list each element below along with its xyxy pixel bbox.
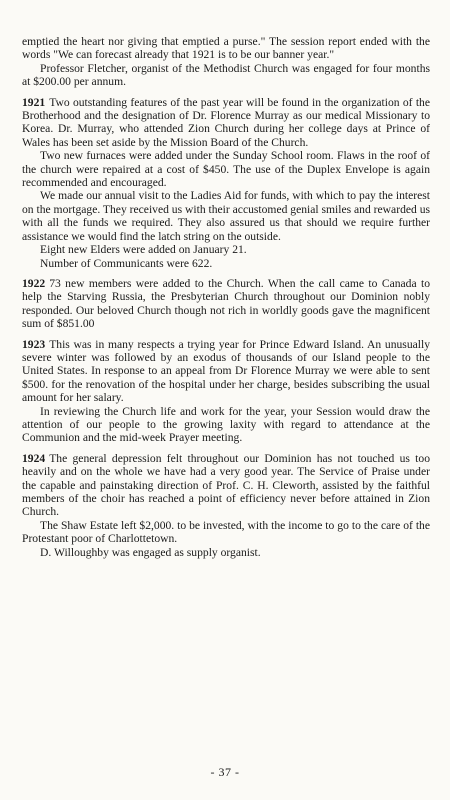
- year-heading: 1923: [22, 337, 46, 351]
- paragraph: [22, 405, 430, 445]
- paragraph-text: We made our annual visit to the Ladies Aid for funds, with which to pay the interest on the mortgage. They received us with their accustomed genial smiles and rewarded us with all the funds we required. They also assured us that should we require further assistance we would find the latch string on the outside.: [22, 189, 431, 243]
- paragraph: [22, 338, 430, 405]
- paragraph-text: Professor Fletcher, organist of the Methodist Church was engaged for four months at $200.00 per annum.: [22, 61, 430, 89]
- paragraph: [22, 257, 430, 270]
- paragraph: [22, 546, 430, 559]
- paragraph-gap: [22, 445, 430, 452]
- paragraph-text: Number of Communicants were 622.: [40, 256, 213, 270]
- paragraph-text: Eight new Elders were added on January 21.: [40, 243, 247, 257]
- paragraph-text: In reviewing the Church life and work for the year, your Session would draw the attention of our people to the growing laxity with regard to attendance at the Communion and the mid-week Prayer meeting.: [22, 404, 430, 445]
- paragraph: [22, 189, 430, 243]
- paragraph: [22, 452, 430, 519]
- page-number: - 37 -: [210, 765, 240, 779]
- paragraph: [22, 243, 430, 256]
- year-heading: 1922: [22, 276, 46, 290]
- year-heading: 1924: [22, 451, 46, 465]
- paragraph-gap: [22, 89, 430, 96]
- paragraph-gap: [22, 270, 430, 277]
- paragraph-text: The Shaw Estate left $2,000. to be invested, with the income to go to the care of the Protestant poor of Charlottetown.: [22, 518, 430, 546]
- paragraph: [22, 277, 430, 331]
- paragraph-text: The general depression felt throughout our Dominion has not touched us too heavily and on the whole we have had a very good year. The Service of Praise under the capable and painstaking direction of Prof. C. H. Cleworth, assisted by the faithful members of the choir has reached a point of efficiency never before attained in Zion Church.: [22, 451, 430, 519]
- paragraph: [22, 149, 430, 189]
- paragraph-gap: [22, 331, 430, 338]
- paragraph: [22, 35, 430, 62]
- paragraph-text: emptied the heart nor giving that emptied a purse." The session report ended with the words "We can forecast already that 1921 is to be our banner year.": [22, 35, 430, 62]
- year-heading: 1921: [22, 95, 46, 109]
- paragraph: [22, 62, 430, 89]
- paragraph: [22, 96, 430, 150]
- paragraph-text: D. Willoughby was engaged as supply organist.: [40, 545, 261, 559]
- document-body: [22, 35, 430, 559]
- paragraph-text: This was in many respects a trying year for Prince Edward Island. An unusually severe winter was followed by an exodus of thousands of our Island people to the United States. In response to an appeal from Dr Florence Murray we were able to sent $500. for the renovation of the hospital under her charge, besides subscribing the usual amount for her salary.: [22, 337, 430, 405]
- paragraph-text: Two new furnaces were added under the Sunday School room. Flaws in the roof of the church were repaired at a cost of $450. The use of the Duplex Envelope is again recommended and encouraged.: [22, 149, 430, 190]
- paragraph: [22, 519, 430, 546]
- paragraph-text: Two outstanding features of the past year will be found in the organization of the Brotherhood and the designation of Dr. Florence Murray as our medical Missionary to Korea. Dr. Murray, who attended Zion Church during her college days at Prince of Wales has been set aside by the Mission Board of the Church.: [22, 95, 430, 149]
- paragraph-text: 73 new members were added to the Church. When the call came to Canada to help the Starving Russia, the Presbyterian Church throughout our Dominion nobly responded. Our beloved Church though not rich in worldly goods gave the magnificent sum of $851.00: [22, 276, 430, 331]
